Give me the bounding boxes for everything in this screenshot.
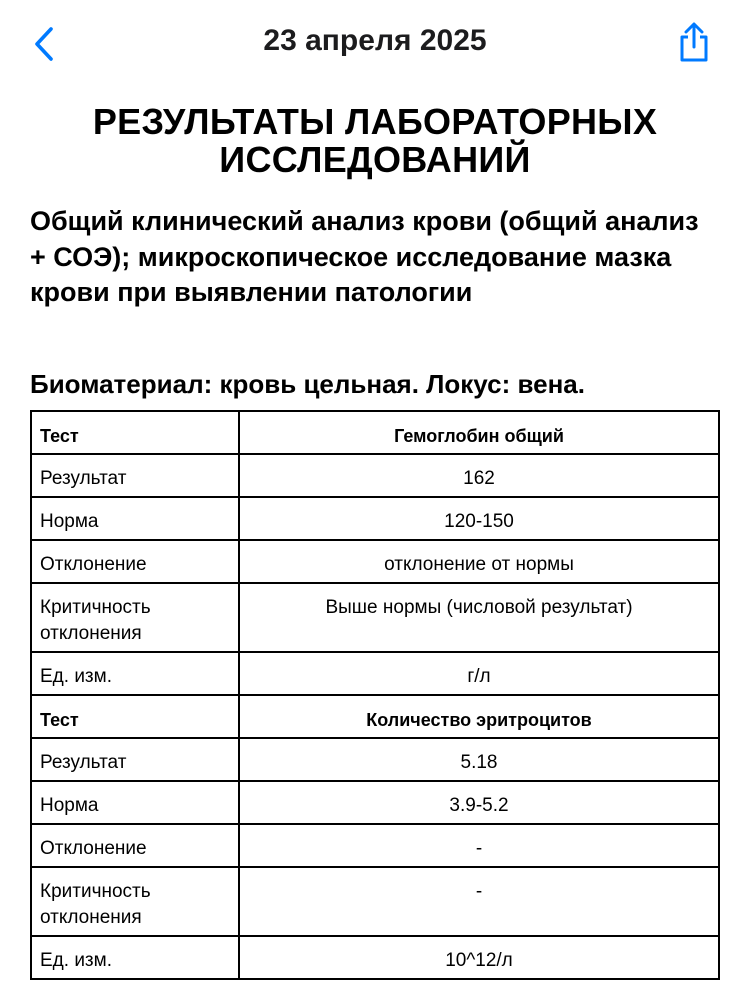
navigation-bar xyxy=(0,0,750,90)
results-table xyxy=(30,410,720,980)
row-label: Критичность отклонения xyxy=(31,583,239,652)
share-icon xyxy=(677,22,711,62)
page-date-title: 23 апреля 2025 xyxy=(263,24,487,57)
table-row xyxy=(31,540,719,583)
criticality-value: - xyxy=(239,867,719,936)
table-row xyxy=(31,936,719,979)
table-row xyxy=(31,454,719,497)
table-row xyxy=(31,824,719,867)
result-value: 162 xyxy=(239,454,719,497)
table-row xyxy=(31,695,719,738)
table-row xyxy=(31,497,719,540)
row-label: Ед. изм. xyxy=(31,652,239,695)
row-label: Ед. изм. xyxy=(31,936,239,979)
row-label: Норма xyxy=(31,497,239,540)
row-label: Отклонение xyxy=(31,824,239,867)
row-label: Критичность отклонения xyxy=(31,867,239,936)
table-row xyxy=(31,738,719,781)
biomaterial-info: Биоматериал: кровь цельная. Локус: вена. xyxy=(30,369,585,399)
share-button[interactable] xyxy=(670,18,718,66)
test-name: Гемоглобин общий xyxy=(239,411,719,454)
table-row xyxy=(31,781,719,824)
unit-value: г/л xyxy=(239,652,719,695)
norm-value: 3.9-5.2 xyxy=(239,781,719,824)
deviation-value: - xyxy=(239,824,719,867)
row-label: Тест xyxy=(31,695,239,738)
row-label: Результат xyxy=(31,738,239,781)
table-row xyxy=(31,411,719,454)
result-value: 5.18 xyxy=(239,738,719,781)
row-label: Норма xyxy=(31,781,239,824)
criticality-value: Выше нормы (числовой результат) xyxy=(239,583,719,652)
table-row xyxy=(31,583,719,652)
row-label: Тест xyxy=(31,411,239,454)
test-name: Количество эритроцитов xyxy=(239,695,719,738)
table-row xyxy=(31,652,719,695)
row-label: Отклонение xyxy=(31,540,239,583)
row-label: Результат xyxy=(31,454,239,497)
unit-value: 10^12/л xyxy=(239,936,719,979)
norm-value: 120-150 xyxy=(239,497,719,540)
deviation-value: отклонение от нормы xyxy=(239,540,719,583)
document-title: РЕЗУЛЬТАТЫ ЛАБОРАТОРНЫХ ИССЛЕДОВАНИЙ xyxy=(92,101,658,180)
analysis-name: Общий клинический анализ крови (общий анализ + СОЭ); микроскопическое исследование мазка крови при выявлении патологии xyxy=(30,206,699,307)
table-row xyxy=(31,867,719,936)
